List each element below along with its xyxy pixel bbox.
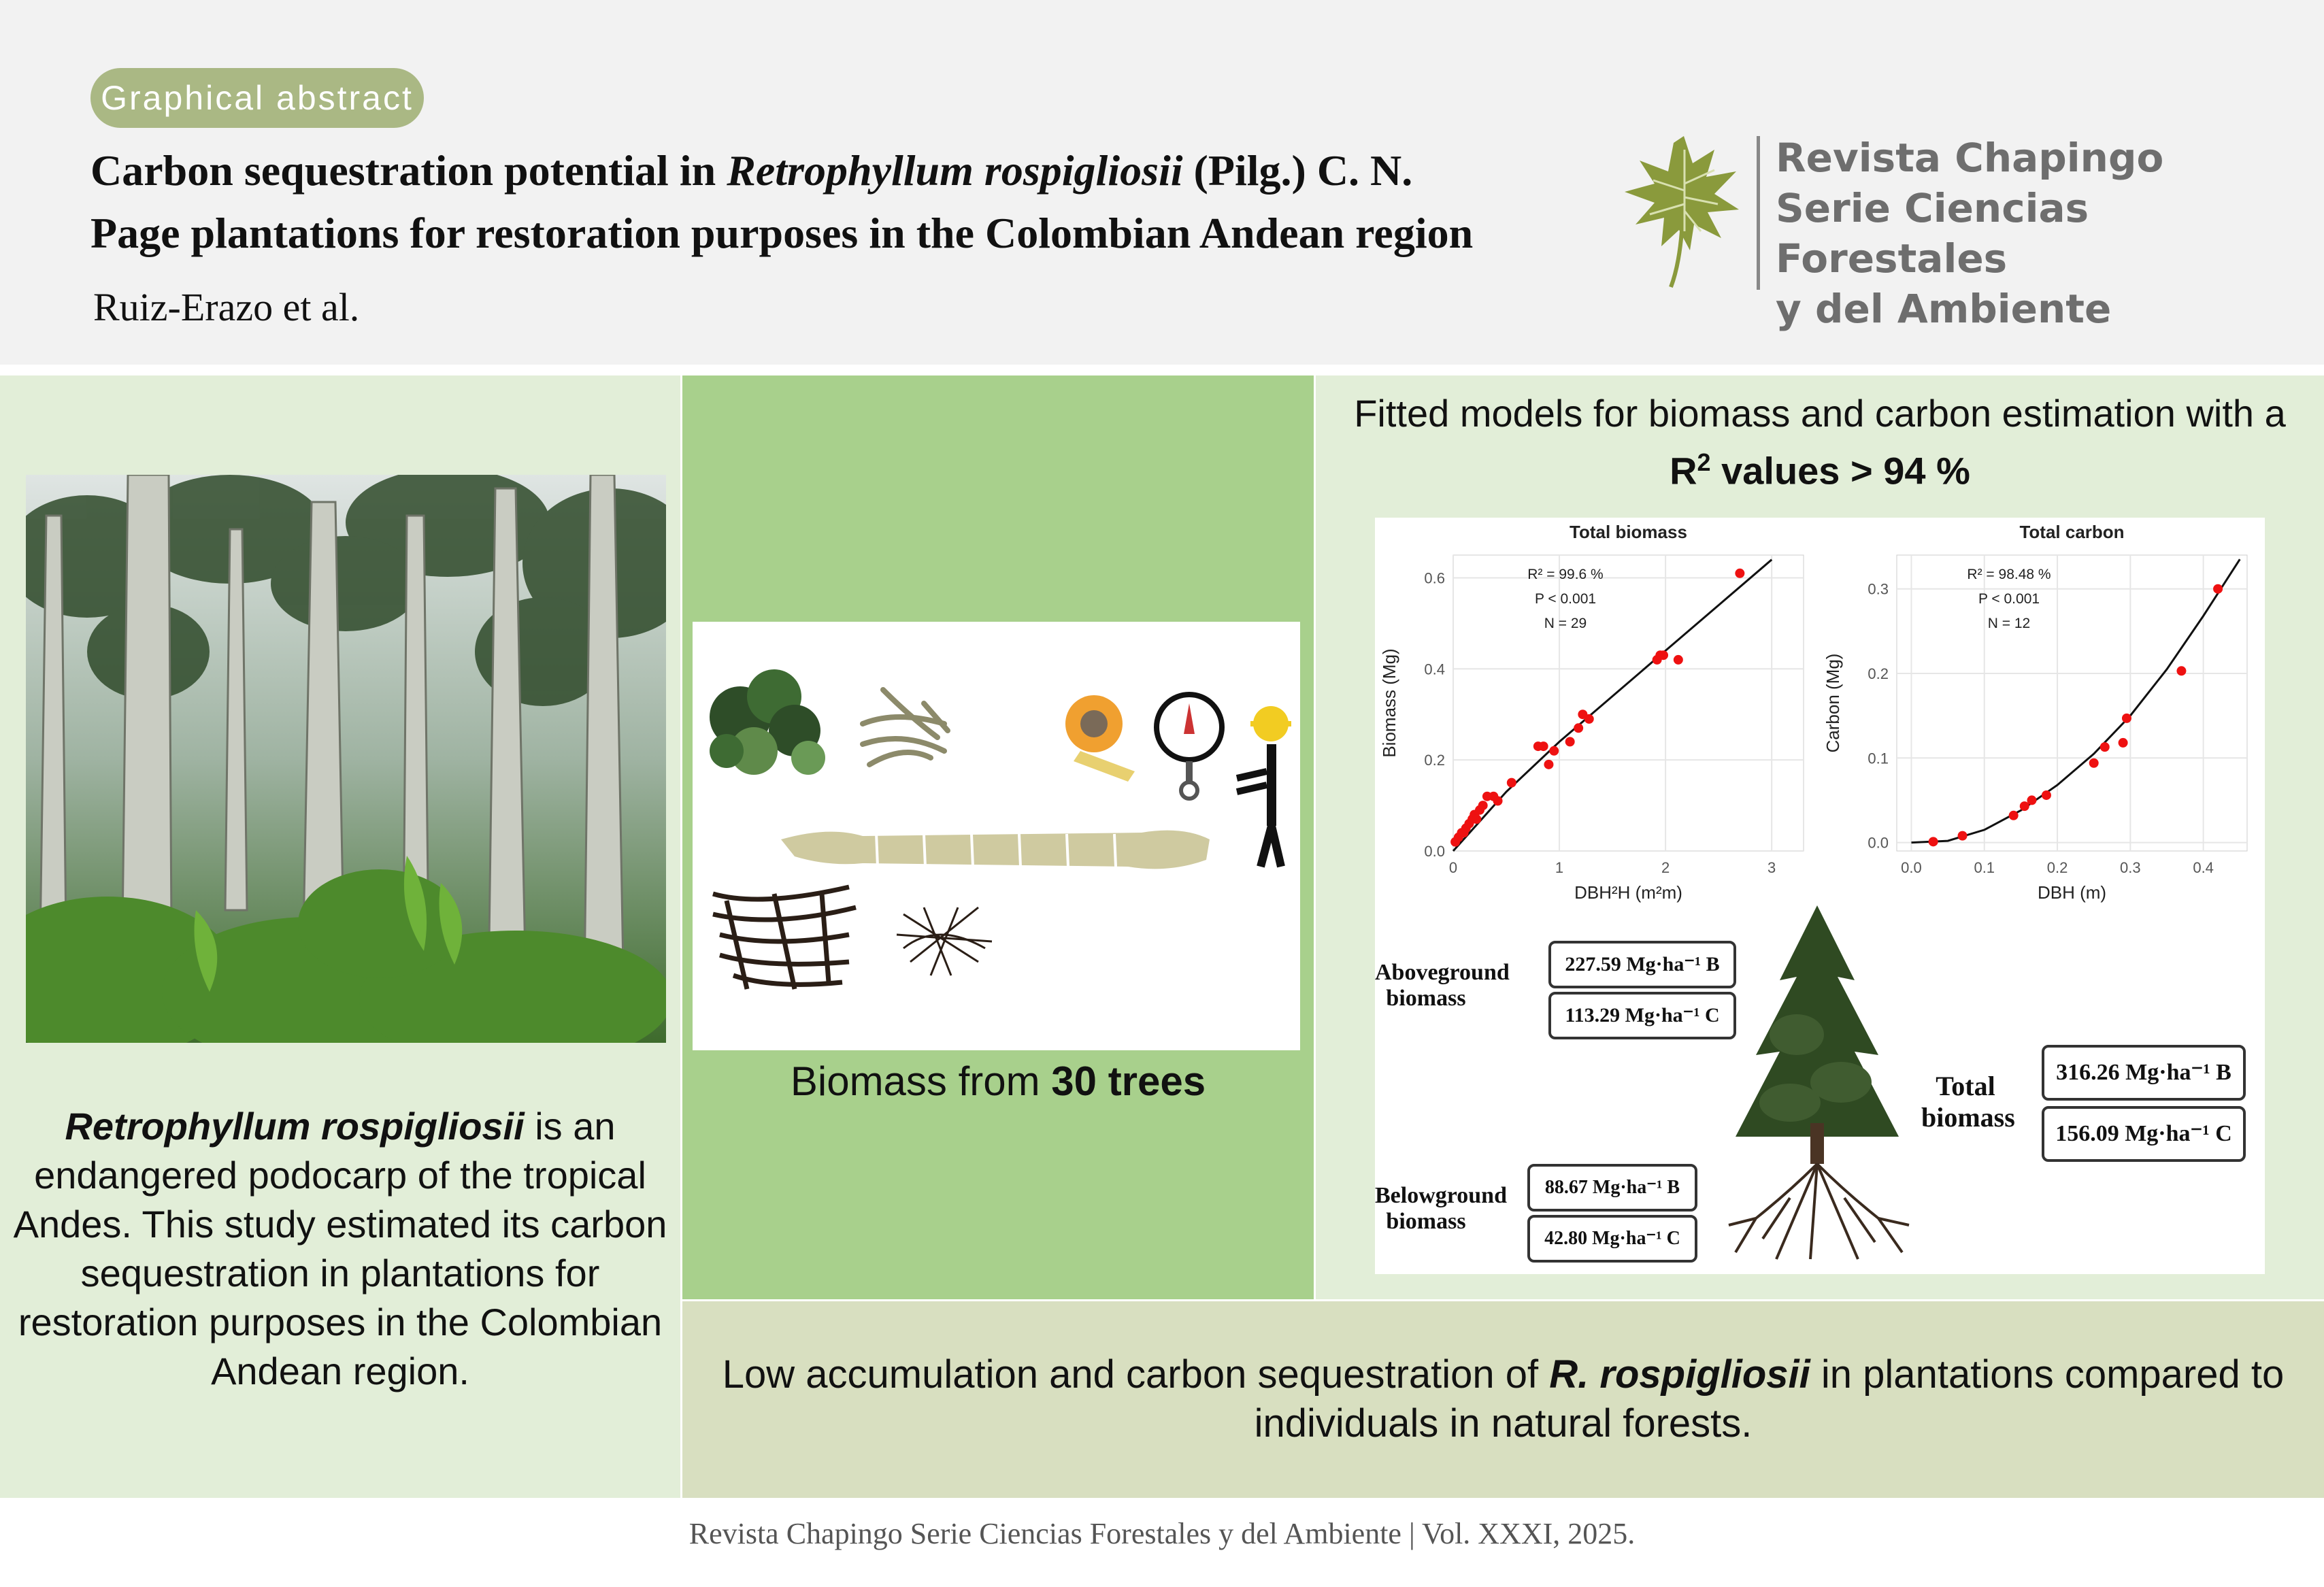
total-carbon-value: 156.09 Mg·ha⁻¹ C [2042, 1106, 2246, 1162]
stat-annotation: N = 29 [1544, 616, 1587, 631]
models-heading [1316, 389, 2324, 496]
sample-size-caption [682, 1058, 1314, 1105]
y-tick-label: 0.2 [1868, 665, 1889, 682]
footer-citation: Revista Chapingo Serie Ciencias Forestales y del Ambiente | Vol. XXXI, 2025. [0, 1500, 2324, 1587]
finding-species: R. rospigliosii [1549, 1352, 1810, 1397]
aboveground-biomass-value: 227.59 Mg·ha⁻¹ B [1548, 941, 1736, 988]
y-axis-label: Biomass (Mg) [1379, 648, 1399, 758]
title-species: Retrophyllum rospigliosii [727, 146, 1183, 195]
data-point [1574, 723, 1583, 733]
data-point [1472, 814, 1481, 824]
journal-name-line2: Serie Ciencias Forestales [1776, 185, 2089, 282]
x-tick-label: 0.2 [2046, 859, 2068, 876]
stat-annotation: R² = 98.48 % [1967, 567, 2051, 582]
x-tick-label: 3 [1767, 859, 1776, 876]
data-point [2042, 790, 2051, 800]
plot-area [1897, 555, 2247, 851]
x-axis-label: DBH (m) [2037, 882, 2107, 903]
title-line2: Page plantations for restoration purposes in the Colombian Andean region [90, 209, 1474, 257]
title-prefix: Carbon sequestration potential in [90, 146, 727, 195]
title-suffix: (Pilg.) C. N. [1182, 146, 1413, 195]
biomass-sampling-illustration [693, 622, 1300, 1050]
data-point [1549, 746, 1559, 756]
results-figure [1375, 518, 2265, 1274]
chart-title: Total carbon [2019, 522, 2125, 542]
models-heading-line2 [1316, 438, 2324, 496]
y-axis-label: Carbon (Mg) [1823, 653, 1843, 753]
aboveground-label: Aboveground biomass [1375, 960, 1510, 1011]
stat-annotation: P < 0.001 [1978, 591, 2040, 607]
data-point [1478, 801, 1488, 810]
authors: Ruiz-Erazo et al. [93, 285, 360, 329]
paper-title [90, 139, 1587, 265]
aboveground-carbon-value: 113.29 Mg·ha⁻¹ C [1548, 992, 1736, 1039]
data-point [1958, 831, 1968, 841]
data-point [1544, 760, 1553, 769]
caption-prefix: Biomass from [790, 1058, 1052, 1104]
data-point [2122, 714, 2131, 723]
journal-name-line3: y del Ambiente [1776, 286, 2112, 332]
y-tick-label: 0.6 [1424, 569, 1445, 587]
belowground-carbon-value: 42.80 Mg·ha⁻¹ C [1527, 1215, 1697, 1263]
forest-plantation-photo [26, 475, 666, 1043]
r-symbol: R [1670, 449, 1697, 492]
chart-title: Total biomass [1570, 522, 1687, 542]
models-heading-line1: Fitted models for biomass and carbon estimation with a [1354, 392, 2286, 435]
journal-name [1776, 133, 2324, 334]
stem-log-icon [781, 831, 1210, 869]
y-tick-label: 0.0 [1424, 843, 1445, 860]
stat-annotation: P < 0.001 [1534, 591, 1597, 607]
tree-with-roots-illustration [1715, 899, 1919, 1266]
x-tick-label: 0.4 [2193, 859, 2214, 876]
journal-leaf-logo-icon [1619, 129, 1742, 293]
caption-tree-count: 30 trees [1051, 1058, 1206, 1104]
r-threshold: values > 94 % [1710, 449, 1970, 492]
data-point [2100, 742, 2110, 752]
data-point [2009, 811, 2019, 820]
species-description-text: is an endangered podocarp of the tropical Andes. This study estimated its carbon sequestration in plantations for restoration purposes in the Colombian Andean region. [13, 1105, 667, 1392]
data-point [1507, 778, 1516, 788]
data-point [1659, 650, 1668, 660]
data-point [1929, 837, 1938, 846]
x-tick-label: 0.0 [1901, 859, 1922, 876]
data-point [2213, 584, 2223, 594]
finding-prefix: Low accumulation and carbon sequestration of [722, 1352, 1550, 1397]
y-tick-label: 0.2 [1424, 752, 1445, 769]
x-tick-label: 0.1 [1974, 859, 1995, 876]
data-point [2027, 795, 2036, 805]
x-tick-label: 0.3 [2120, 859, 2141, 876]
y-tick-label: 0.4 [1424, 661, 1445, 678]
x-tick-label: 0 [1448, 859, 1458, 876]
species-name: Retrophyllum rospigliosii [65, 1105, 525, 1148]
y-tick-label: 0.0 [1868, 834, 1889, 852]
logo-divider [1757, 136, 1760, 290]
belowground-label: Belowground biomass [1375, 1183, 1507, 1234]
key-finding [682, 1350, 2324, 1448]
total-biomass-label: Total biomass [1921, 1071, 2015, 1133]
data-point [1735, 569, 1744, 578]
stat-annotation: N = 12 [1987, 616, 2031, 631]
data-point [1674, 655, 1683, 665]
data-point [2119, 738, 2128, 748]
stat-annotation: R² = 99.6 % [1527, 567, 1604, 582]
data-point [1539, 741, 1548, 751]
journal-name-line1: Revista Chapingo [1776, 135, 2164, 181]
r-exponent: 2 [1697, 448, 1711, 476]
y-tick-label: 0.1 [1868, 750, 1889, 767]
data-point [1565, 737, 1575, 746]
belowground-biomass-value: 88.67 Mg·ha⁻¹ B [1527, 1164, 1697, 1212]
species-description [0, 1102, 680, 1396]
x-tick-label: 1 [1555, 859, 1564, 876]
data-point [2176, 666, 2186, 675]
plot-area [1453, 555, 1804, 851]
total-biomass-value: 316.26 Mg·ha⁻¹ B [2042, 1045, 2246, 1101]
y-tick-label: 0.3 [1868, 580, 1889, 598]
x-tick-label: 2 [1661, 859, 1670, 876]
data-point [1584, 714, 1594, 724]
header-band [0, 0, 2324, 365]
data-point [1493, 796, 1503, 805]
data-point [2089, 758, 2099, 768]
finding-suffix: in plantations compared to individuals in natural forests. [1254, 1352, 2285, 1446]
model-charts [1375, 518, 2265, 926]
graphical-abstract-tag: Graphical abstract [90, 68, 424, 128]
x-axis-label: DBH²H (m²m) [1574, 882, 1682, 903]
